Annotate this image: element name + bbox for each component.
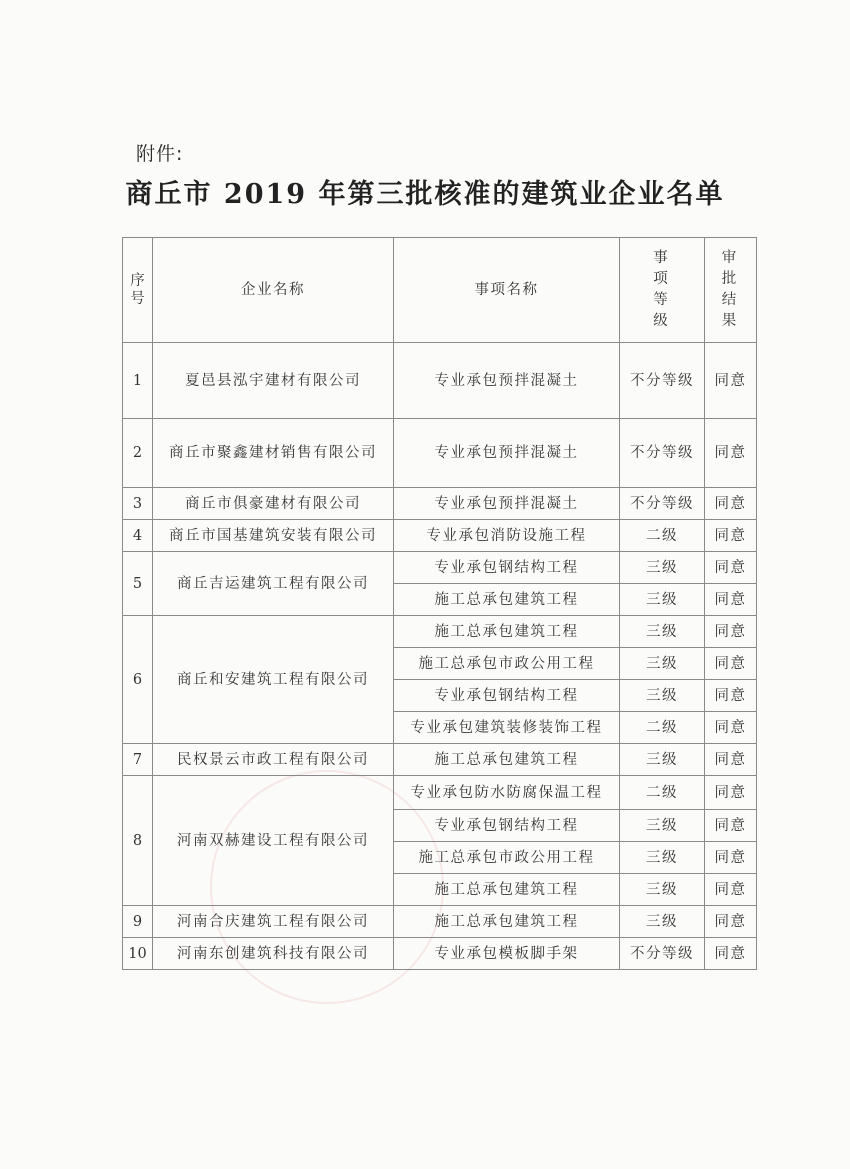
company-name: 商丘市俱豪建材有限公司 <box>153 488 394 520</box>
table-row <box>123 419 757 488</box>
company-name: 商丘和安建筑工程有限公司 <box>153 616 394 744</box>
row-number: 4 <box>123 520 153 552</box>
item-name: 专业承包模板脚手架 <box>394 938 620 970</box>
table-row <box>123 616 757 648</box>
row-number: 3 <box>123 488 153 520</box>
table-header-row <box>123 238 757 343</box>
table-row <box>123 552 757 584</box>
company-name: 商丘吉运建筑工程有限公司 <box>153 552 394 616</box>
item-name: 专业承包钢结构工程 <box>394 680 620 712</box>
approval-result: 同意 <box>705 776 757 810</box>
column-header-level: 事项等级 <box>620 238 705 343</box>
row-number: 9 <box>123 906 153 938</box>
item-level: 三级 <box>620 584 705 616</box>
table-row <box>123 520 757 552</box>
approval-result: 同意 <box>705 874 757 906</box>
approval-result: 同意 <box>705 906 757 938</box>
approval-result: 同意 <box>705 343 757 419</box>
approval-result: 同意 <box>705 419 757 488</box>
item-name: 施工总承包建筑工程 <box>394 874 620 906</box>
table-row <box>123 906 757 938</box>
company-name: 夏邑县泓宇建材有限公司 <box>153 343 394 419</box>
approval-result: 同意 <box>705 712 757 744</box>
company-name: 河南东创建筑科技有限公司 <box>153 938 394 970</box>
item-level: 三级 <box>620 552 705 584</box>
item-name: 施工总承包建筑工程 <box>394 906 620 938</box>
item-name: 施工总承包市政公用工程 <box>394 648 620 680</box>
item-name: 专业承包消防设施工程 <box>394 520 620 552</box>
item-level: 不分等级 <box>620 488 705 520</box>
column-header-result: 审批结果 <box>705 238 757 343</box>
row-number: 8 <box>123 776 153 906</box>
item-level: 二级 <box>620 520 705 552</box>
row-number: 2 <box>123 419 153 488</box>
item-level: 三级 <box>620 874 705 906</box>
item-name: 专业承包预拌混凝土 <box>394 419 620 488</box>
item-level: 三级 <box>620 680 705 712</box>
row-number: 10 <box>123 938 153 970</box>
approval-result: 同意 <box>705 842 757 874</box>
item-name: 专业承包钢结构工程 <box>394 810 620 842</box>
item-level: 二级 <box>620 712 705 744</box>
company-table <box>122 237 757 970</box>
item-level: 三级 <box>620 648 705 680</box>
approval-result: 同意 <box>705 810 757 842</box>
company-name: 民权景云市政工程有限公司 <box>153 744 394 776</box>
table-row <box>123 938 757 970</box>
item-name: 专业承包预拌混凝土 <box>394 488 620 520</box>
company-name: 商丘市聚鑫建材销售有限公司 <box>153 419 394 488</box>
column-header-company: 企业名称 <box>153 238 394 343</box>
item-level: 二级 <box>620 776 705 810</box>
item-name: 专业承包预拌混凝土 <box>394 343 620 419</box>
approval-result: 同意 <box>705 938 757 970</box>
row-number: 7 <box>123 744 153 776</box>
table-row <box>123 744 757 776</box>
item-name: 施工总承包建筑工程 <box>394 584 620 616</box>
item-name: 专业承包钢结构工程 <box>394 552 620 584</box>
row-number: 6 <box>123 616 153 744</box>
item-level: 不分等级 <box>620 419 705 488</box>
row-number: 1 <box>123 343 153 419</box>
approval-result: 同意 <box>705 680 757 712</box>
approval-result: 同意 <box>705 552 757 584</box>
item-level: 不分等级 <box>620 343 705 419</box>
column-header-no: 序号 <box>123 238 153 343</box>
item-level: 不分等级 <box>620 938 705 970</box>
approval-result: 同意 <box>705 584 757 616</box>
item-level: 三级 <box>620 810 705 842</box>
approval-result: 同意 <box>705 744 757 776</box>
table-row <box>123 343 757 419</box>
item-name: 施工总承包建筑工程 <box>394 744 620 776</box>
column-header-item: 事项名称 <box>394 238 620 343</box>
approval-result: 同意 <box>705 520 757 552</box>
page-title: 商丘市 2019 年第三批核准的建筑业企业名单 <box>125 179 725 210</box>
table-row <box>123 488 757 520</box>
item-level: 三级 <box>620 616 705 648</box>
company-name: 商丘市国基建筑安装有限公司 <box>153 520 394 552</box>
table-row <box>123 776 757 810</box>
approval-result: 同意 <box>705 648 757 680</box>
item-level: 三级 <box>620 842 705 874</box>
company-name: 河南双赫建设工程有限公司 <box>153 776 394 906</box>
item-name: 专业承包建筑装修装饰工程 <box>394 712 620 744</box>
item-name: 施工总承包建筑工程 <box>394 616 620 648</box>
item-level: 三级 <box>620 906 705 938</box>
approval-result: 同意 <box>705 488 757 520</box>
company-name: 河南合庆建筑工程有限公司 <box>153 906 394 938</box>
item-name: 施工总承包市政公用工程 <box>394 842 620 874</box>
row-number: 5 <box>123 552 153 616</box>
item-name: 专业承包防水防腐保温工程 <box>394 776 620 810</box>
attachment-label: 附件: <box>136 143 184 165</box>
approval-result: 同意 <box>705 616 757 648</box>
item-level: 三级 <box>620 744 705 776</box>
